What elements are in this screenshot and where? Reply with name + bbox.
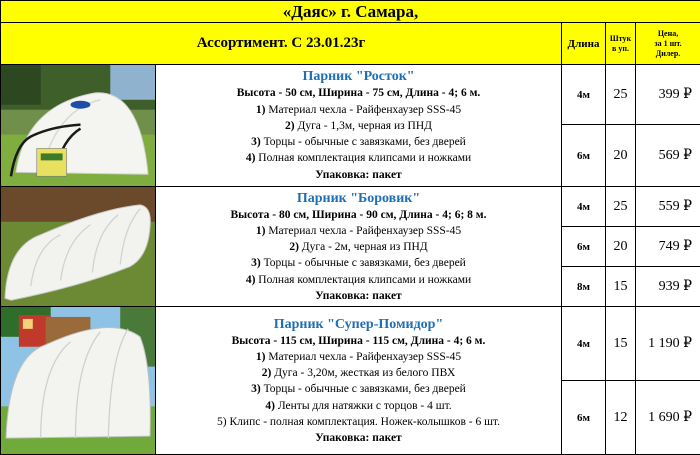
spec-line: 4) Полная комплектация клипсами и ножками xyxy=(245,152,472,165)
variant-price: 749 ₽ xyxy=(636,227,700,267)
product-description-super-pomidor xyxy=(156,307,562,455)
product-name: Парник "Супер-Помидор" xyxy=(273,316,444,332)
spec-line: 2) Дуга - 3,20м, жесткая из белого ПВХ xyxy=(261,367,456,380)
variant-qty: 25 xyxy=(606,65,636,125)
variant-length: 4м xyxy=(562,187,606,227)
spec-line: 2) Дуга - 1,3м, черная из ПНД xyxy=(285,119,432,132)
variant-length: 6м xyxy=(562,125,606,187)
column-length-header: Длина xyxy=(562,23,606,65)
variant-length: 6м xyxy=(562,381,606,455)
spec-line: 4) Ленты для натяжки с торцов - 4 шт. xyxy=(265,399,452,412)
greenhouse-photo-icon xyxy=(1,307,155,454)
variant-qty: 25 xyxy=(606,187,636,227)
product-name: Парник "Росток" xyxy=(302,69,415,85)
spec-line: 3) Торцы - обычные с завязками, без дверей xyxy=(251,257,466,270)
spec-line: 3) Торцы - обычные с завязками, без дверей xyxy=(251,383,466,396)
product-row xyxy=(1,65,700,125)
greenhouse-photo-icon xyxy=(1,65,155,186)
variant-price: 939 ₽ xyxy=(636,267,700,307)
product-photo-borovik xyxy=(1,187,156,307)
variant-qty: 20 xyxy=(606,227,636,267)
product-dimensions: Высота - 115 см, Ширина - 115 см, Длина - 4; 6 м. xyxy=(231,334,486,347)
product-row xyxy=(1,187,700,227)
packaging: Упаковка: пакет xyxy=(315,168,402,181)
variant-qty: 15 xyxy=(606,267,636,307)
spec-line: 1) Материал чехла - Райфенхаузер SSS-45 xyxy=(255,103,462,116)
product-description-borovik xyxy=(156,187,562,307)
variant-price: 399 ₽ xyxy=(636,65,700,125)
company-title: «Даяс» г. Самара, xyxy=(1,1,700,23)
variant-qty: 12 xyxy=(606,381,636,455)
product-dimensions: Высота - 50 см, Ширина - 75 см, Длина - 4; 6 м. xyxy=(236,87,481,100)
product-photo-rostok xyxy=(1,65,156,187)
product-dimensions: Высота - 80 см, Ширина - 90 см, Длина - 4; 6; 8 м. xyxy=(230,208,487,221)
spec-line: 3) Торцы - обычные с завязками, без дверей xyxy=(251,136,466,149)
spec-line: 4) Полная комплектация клипсами и ножками xyxy=(245,273,472,286)
variant-length: 6м xyxy=(562,227,606,267)
variant-length: 4м xyxy=(562,307,606,381)
variant-qty: 15 xyxy=(606,307,636,381)
spec-line: 5) Клипс - полная комплектация. Ножек-колышков - 6 шт. xyxy=(217,415,500,428)
product-row xyxy=(1,307,700,381)
product-name: Парник "Боровик" xyxy=(296,190,421,206)
spec-line: 1) Материал чехла - Райфенхаузер SSS-45 xyxy=(255,224,462,237)
variant-length: 8м xyxy=(562,267,606,307)
product-photo-super-pomidor xyxy=(1,307,156,455)
variant-price: 559 ₽ xyxy=(636,187,700,227)
variant-qty: 20 xyxy=(606,125,636,187)
variant-length: 4м xyxy=(562,65,606,125)
variant-price: 1 690 ₽ xyxy=(636,381,700,455)
header-row xyxy=(1,23,700,65)
product-description-rostok xyxy=(156,65,562,187)
variant-price: 1 190 ₽ xyxy=(636,307,700,381)
company-row xyxy=(1,1,700,23)
variant-price: 569 ₽ xyxy=(636,125,700,187)
assortment-title: Ассортимент. С 23.01.23г xyxy=(1,23,562,65)
greenhouse-photo-icon xyxy=(1,187,155,306)
column-qty-header: Штук в уп. xyxy=(606,23,636,65)
packaging: Упаковка: пакет xyxy=(315,431,402,444)
spec-line: 1) Материал чехла - Райфенхаузер SSS-45 xyxy=(255,350,462,363)
column-price-header: Цена, за 1 шт. Дилер. xyxy=(636,23,700,65)
packaging: Упаковка: пакет xyxy=(315,289,402,302)
spec-line: 2) Дуга - 2м, черная из ПНД xyxy=(289,241,428,254)
